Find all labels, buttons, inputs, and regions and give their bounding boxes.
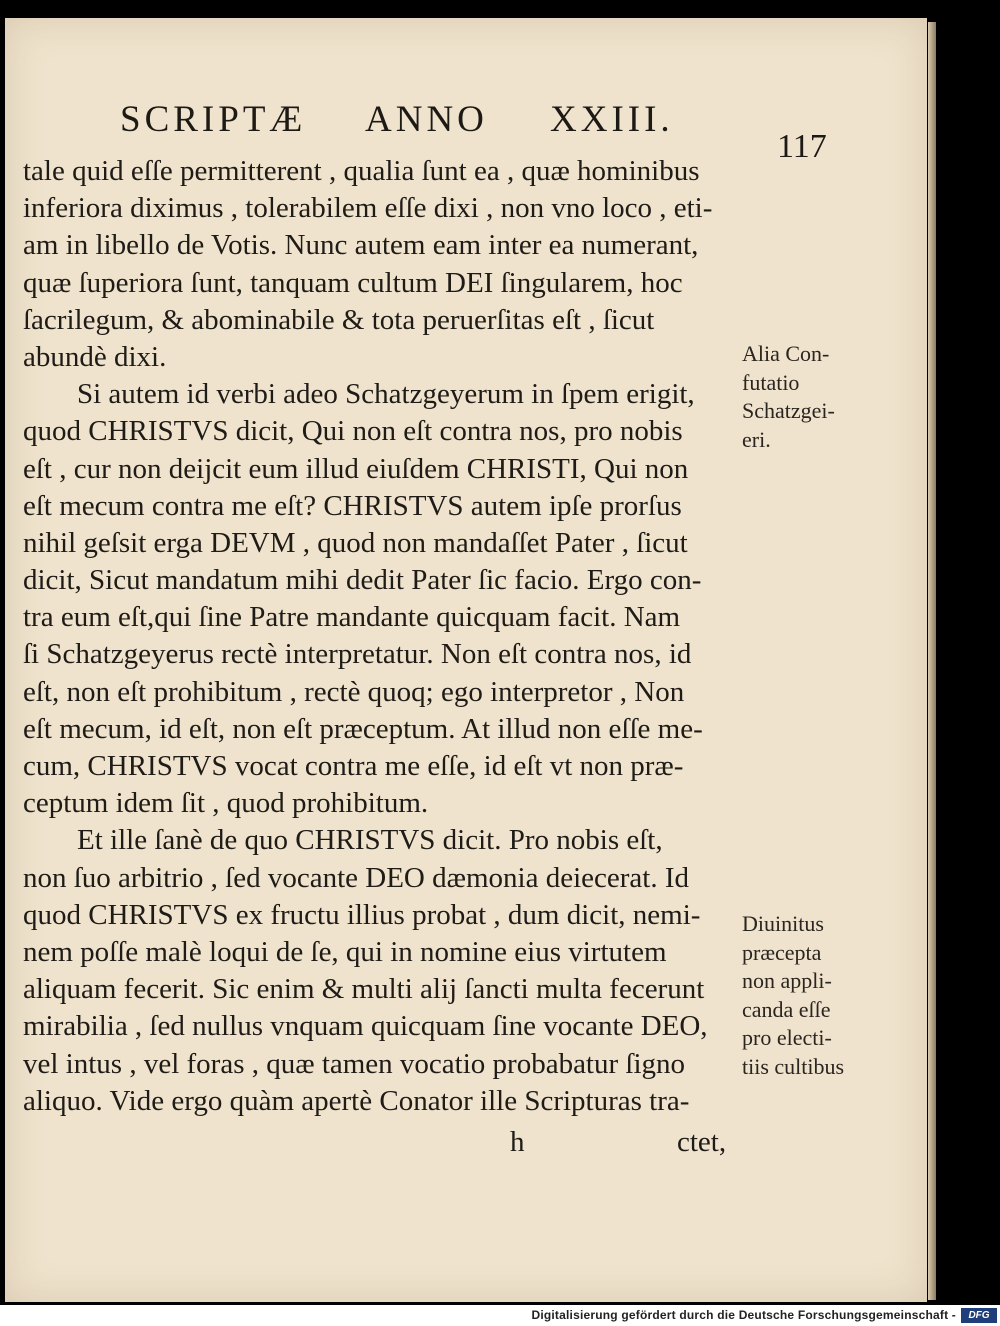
text-line: mirabilia , ſed nullus vnquam quicquam ſine vocante DEO, xyxy=(23,1010,708,1043)
text-line: eſt mecum contra me eſt? CHRISTVS autem ipſe prorſus xyxy=(23,489,682,522)
text-line: ſi Schatzgeyerus rectè interpretatur. Non eſt contra nos, id xyxy=(23,638,692,671)
text-line: inferiora diximus , tolerabilem eſſe dixi , non vno loco , eti- xyxy=(23,192,713,225)
dfg-logo: DFG xyxy=(961,1308,997,1323)
text-line: quod CHRISTVS dicit, Qui non eſt contra nos, pro nobis xyxy=(23,415,683,448)
running-head-word: XXIII. xyxy=(550,99,674,140)
text-line: quod CHRISTVS ex fructu illius probat , dum dicit, nemi- xyxy=(23,898,701,931)
text-line: am in libello de Votis. Nunc autem eam inter ea numerant, xyxy=(23,229,699,262)
running-head-word: ANNO xyxy=(365,99,488,140)
margin-note-line: non appli- xyxy=(742,968,832,993)
margin-note-line: eri. xyxy=(742,426,771,452)
margin-note-line: præcepta xyxy=(742,939,822,965)
margin-note-line: Schatzgei- xyxy=(742,398,835,423)
text-line: cum, CHRISTVS vocat contra me eſſe, id eſt vt non præ- xyxy=(23,750,684,782)
margin-note-line: futatio xyxy=(742,369,800,395)
funding-notice: Digitalisierung gefördert durch die Deutsche Forschungsgemeinschaft - xyxy=(531,1308,956,1322)
text-line: eſt, non eſt prohibitum , rectè quoq; ego interpretor , Non xyxy=(23,675,685,708)
margin-note-line: tiis cultibus xyxy=(742,1053,845,1079)
page-number: 117 xyxy=(777,128,827,165)
running-head-word: SCRIPTÆ xyxy=(120,99,307,140)
margin-note-line: pro electi- xyxy=(742,1025,832,1050)
text-line: aliquam fecerit. Sic enim & multi alij ſancti multa fecerunt xyxy=(23,973,705,1006)
running-head xyxy=(120,98,680,148)
text-line: quæ ſuperiora ſunt, tanquam cultum DEI ſingularem, hoc xyxy=(23,266,683,299)
text-line: eſt mecum, id eſt, non eſt præceptum. At illud non eſſe me- xyxy=(23,712,703,745)
text-line: nem poſſe malè loqui de ſe, qui in nomine eius virtutem xyxy=(23,935,667,968)
margin-note-line: Alia Con- xyxy=(742,341,830,366)
text-line: dicit, Sicut mandatum mihi dedit Pater ſic facio. Ergo con- xyxy=(23,564,702,597)
body-text xyxy=(23,153,743,1120)
text-line: ſacrilegum, & abominabile & tota peruerſitas eſt , ſicut xyxy=(23,303,655,336)
text-line: nihil geſsit erga DEVM , quod non mandaſſet Pater , ſicut xyxy=(23,526,688,559)
text-line: vel intus , vel foras , quæ tamen vocatio probabatur ſigno xyxy=(23,1047,686,1080)
text-line: Et ille ſanè de quo CHRISTVS dicit. Pro nobis eſt, xyxy=(77,824,663,857)
margin-note-line: Diuinitus xyxy=(742,911,824,936)
catchword: ctet, xyxy=(677,1126,727,1158)
footer-bar xyxy=(0,1305,1000,1326)
margin-note xyxy=(742,910,844,1081)
text-line: tale quid eſſe permitterent , qualia ſunt ea , quæ hominibus xyxy=(23,155,700,187)
text-line: Si autem id verbi adeo Schatzgeyerum in ſpem erigit, xyxy=(77,378,695,411)
margin-note xyxy=(742,340,835,454)
text-line: aliquo. Vide ergo quàm apertè Conator ille Scripturas tra- xyxy=(23,1084,690,1117)
text-line: abundè dixi. xyxy=(23,340,167,373)
text-line: tra eum eſt,qui ſine Patre mandante quicquam facit. Nam xyxy=(23,601,681,634)
text-line: ceptum idem ſit , quod prohibitum. xyxy=(23,787,429,820)
page-edge xyxy=(928,22,936,1300)
book-page xyxy=(5,18,927,1302)
margin-note-line: canda eſſe xyxy=(742,996,831,1022)
text-line: non ſuo arbitrio , ſed vocante DEO dæmonia deiecerat. Id xyxy=(23,861,689,894)
text-line: eſt , cur non deijcit eum illud eiuſdem CHRISTI, Qui non xyxy=(23,452,689,485)
signature-mark: h xyxy=(510,1126,525,1158)
